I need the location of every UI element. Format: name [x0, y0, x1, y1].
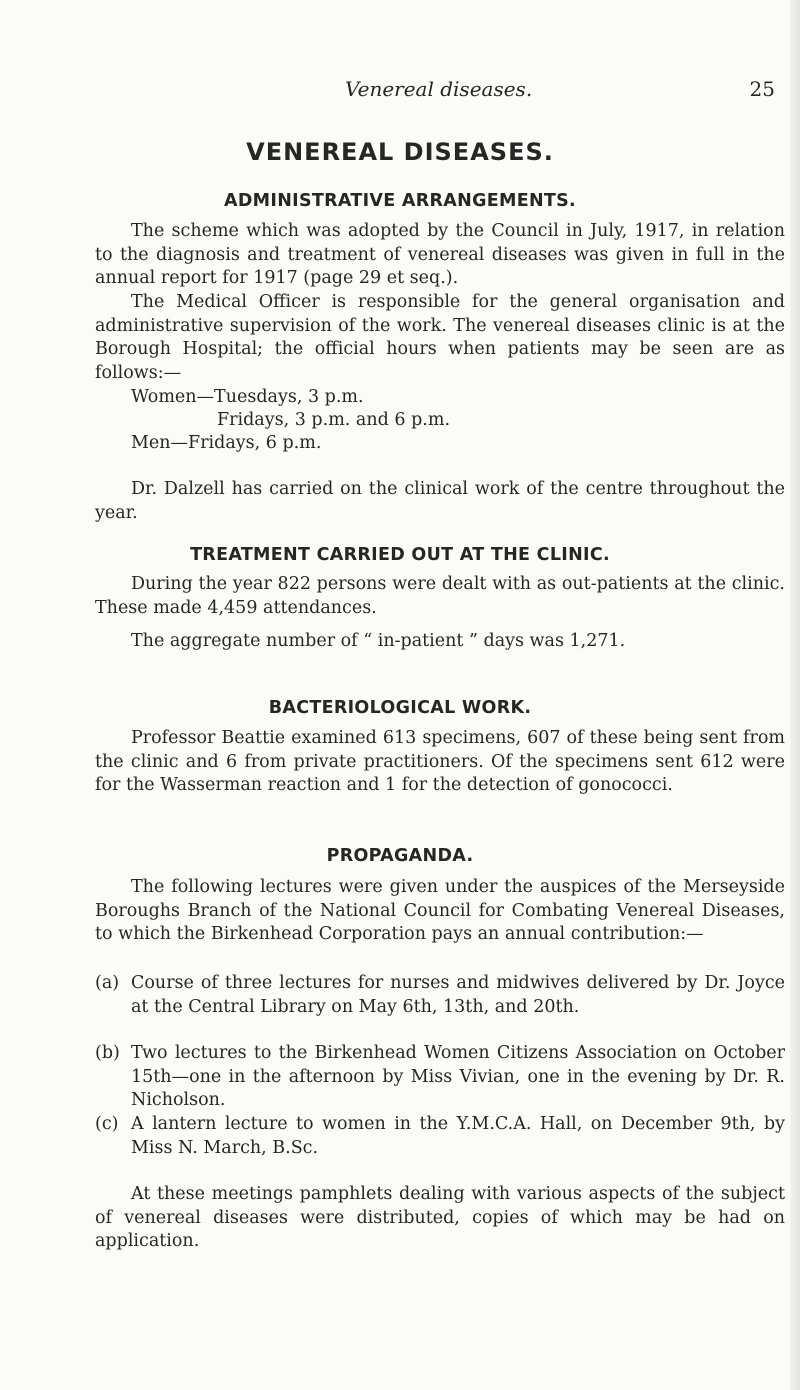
list-item-marker: (a) — [95, 973, 120, 993]
list-item-marker: (c) — [95, 1114, 119, 1134]
heading-propaganda: PROPAGANDA. — [326, 846, 474, 866]
running-head — [345, 77, 775, 111]
paragraph-scheme: The scheme which was adopted by the Council in July, 1917, in relation to the diagnosis and treatment of venereal diseases was given in full in the annual report for 1917 (page 29 et seq.). — [95, 221, 785, 288]
hours-men-fridays: Men—Fridays, 6 p.m. — [131, 433, 322, 453]
page-number: 25 — [749, 77, 775, 101]
list-item-marker: (b) — [95, 1043, 120, 1063]
hours-women-tuesdays: Women—Tuesdays, 3 p.m. — [131, 387, 364, 407]
paragraph-lectures-intro: The following lectures were given under the auspices of the Merseyside Boroughs Branch of the National Council for Combating Venereal Diseases, to which the Birkenhead Corporation pays an annual contribution:— — [95, 877, 785, 944]
heading-administrative-arrangements: ADMINISTRATIVE ARRANGEMENTS. — [224, 191, 576, 211]
page-title: VENEREAL DISEASES. — [246, 138, 554, 166]
hours-women-fridays: Fridays, 3 p.m. and 6 p.m. — [217, 410, 451, 430]
paragraph-specimens: Professor Beattie examined 613 specimens, 607 of these being sent from the clinic and 6 from private practitioners. Of the specimens sent 612 were for the Wasserman reaction and 1 for the detection of gonococci. — [95, 728, 785, 795]
heading-bacteriological-work: BACTERIOLOGICAL WORK. — [268, 698, 532, 718]
list-item-text: Two lectures to the Birkenhead Women Citizens Association on October 15th—one in the afternoon by Miss Vivian, one in the evening by Dr. R. Nicholson. — [131, 1043, 785, 1110]
paragraph-out-patients: During the year 822 persons were dealt with as out-patients at the clinic. These made 4,459 attendances. — [95, 574, 785, 618]
running-title: Venereal diseases. — [345, 77, 533, 101]
list-item-text: Course of three lectures for nurses and midwives delivered by Dr. Joyce at the Central Library on May 6th, 13th, and 20th. — [131, 973, 785, 1017]
list-item-text: A lantern lecture to women in the Y.M.C.A. Hall, on December 9th, by Miss N. March, B.Sc. — [131, 1114, 785, 1158]
paragraph-in-patient-days: The aggregate number of “ in-patient ” days was 1,271. — [131, 631, 626, 651]
paragraph-pamphlets: At these meetings pamphlets dealing with various aspects of the subject of venereal diseases were distributed, copies of which may be had on application. — [95, 1184, 785, 1251]
paragraph-dalzell: Dr. Dalzell has carried on the clinical work of the centre throughout the year. — [95, 479, 785, 523]
heading-treatment: TREATMENT CARRIED OUT AT THE CLINIC. — [190, 545, 610, 565]
paragraph-medical-officer: The Medical Officer is responsible for the general organisation and administrative supervision of the work. The venereal diseases clinic is at the Borough Hospital; the official hours when patients may be seen are as follows:— — [95, 292, 785, 383]
